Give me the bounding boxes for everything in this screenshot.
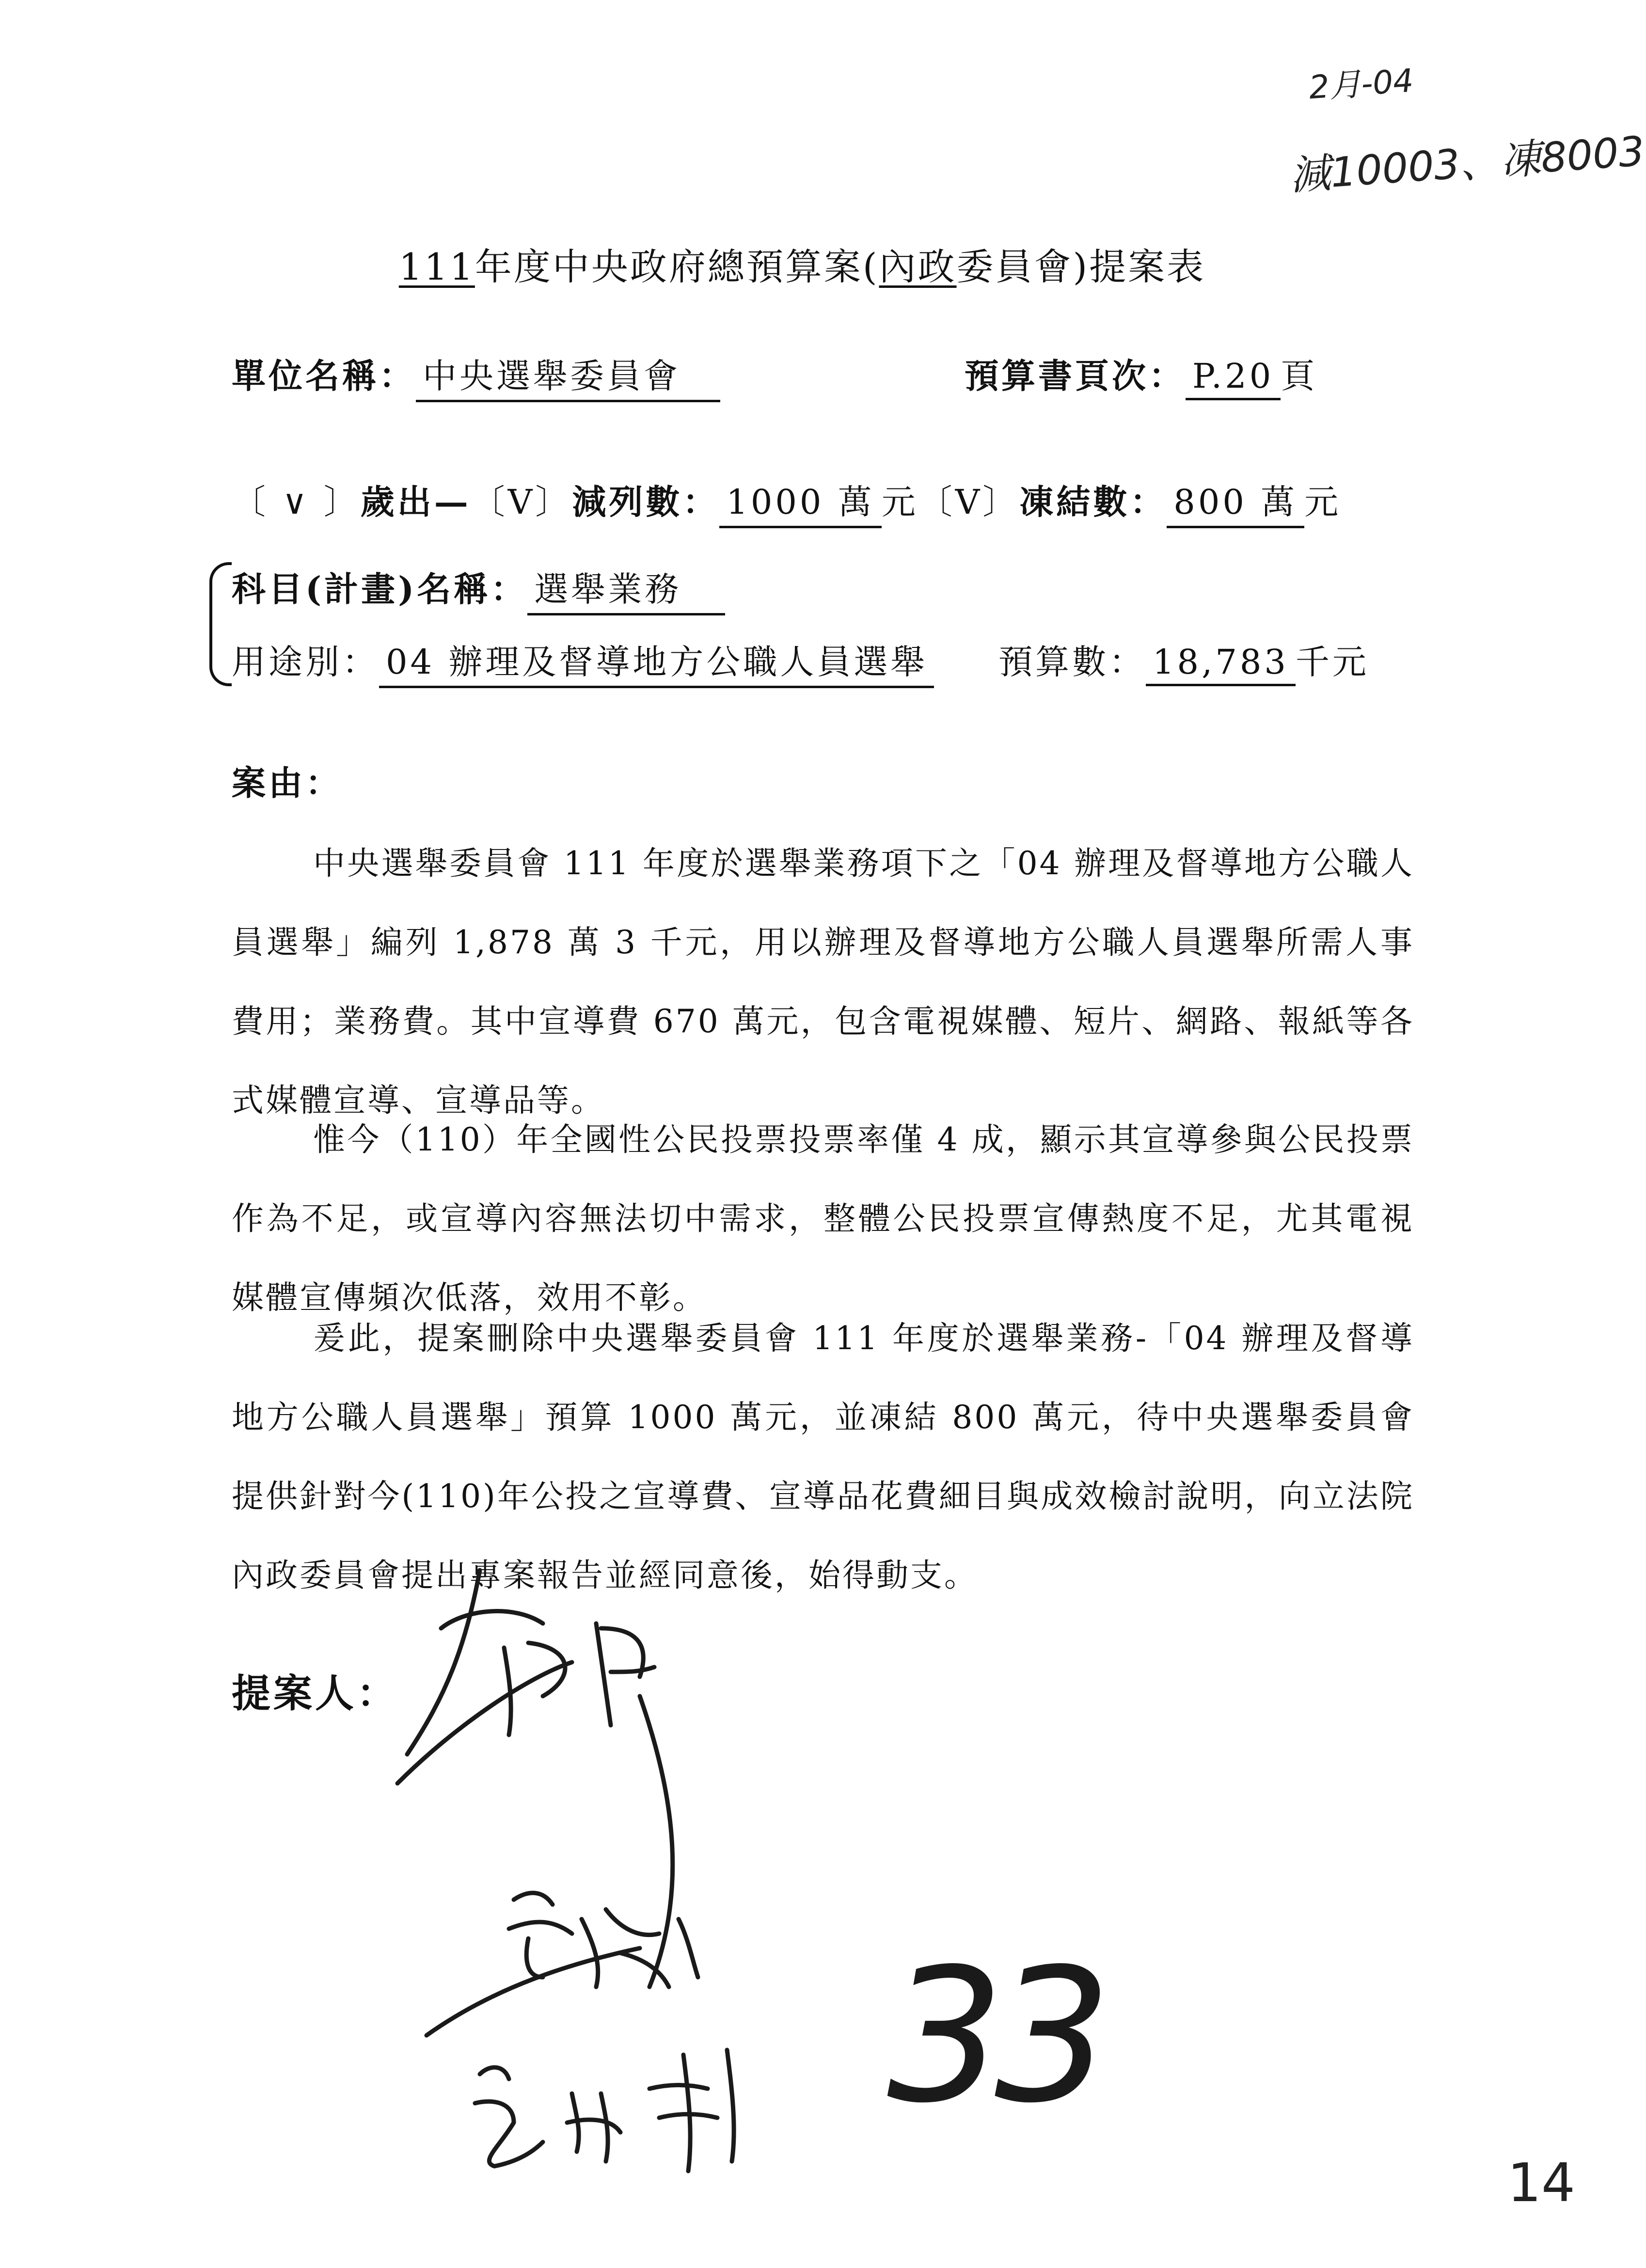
- unit-row: [232, 349, 720, 402]
- freeze-value: 800 萬: [1167, 475, 1304, 528]
- usage-label: 用途別：: [232, 642, 379, 682]
- subject-row: [232, 562, 725, 615]
- budget-amount-label: 預算數：: [998, 642, 1146, 682]
- signature-1-tail: [640, 1696, 673, 1987]
- handwritten-number-text: 33: [887, 1929, 1102, 2143]
- budget-amount-suffix: 千元: [1295, 642, 1369, 682]
- reduce-value: 1000 萬: [719, 475, 881, 528]
- title-part1: 年度中央政府總預算案(: [475, 245, 879, 288]
- freeze-suffix: 元: [1304, 482, 1342, 522]
- title-committee: 內政: [879, 245, 957, 288]
- budget-amount-value: 18,783: [1146, 642, 1296, 686]
- reason-paragraph-1: 中央選舉委員會 111 年度於選舉業務項下之「04 辦理及督導地方公職人員選舉」編列 1,878 萬 3 千元，用以辦理及督導地方公職人員選舉所需人事費用；業務費。其中宣導費 670 萬元，包含電視媒體、短片、網路、報紙等各式媒體宣導、宣導品等。: [232, 845, 1414, 1119]
- unit-value: 中央選舉委員會: [416, 349, 720, 402]
- handwritten-note-amounts: 減10003、凍8003: [1288, 127, 1646, 200]
- page-number: 14: [1507, 2152, 1575, 2214]
- budget-amount-row: [998, 635, 1369, 686]
- reason-heading: 案由：: [232, 763, 342, 803]
- signature-3-stroke-a: [475, 2067, 543, 2166]
- proposer-label: 提案人：: [232, 1670, 398, 1716]
- reduce-label: 減列數：: [572, 482, 720, 522]
- reason-paragraph-3: 爰此，提案刪除中央選舉委員會 111 年度於選舉業務-「04 辦理及督導地方公職人員選舉」預算 1000 萬元，並凍結 800 萬元，待中央選舉委員會提供針對今(110)年公投之宣導費、宣導品花費細目與成效檢討說明，向立法院內政委員會提出專案報告並經同意後，始得動支。: [232, 1320, 1414, 1594]
- checkbox-reduce: 〔V〕: [471, 482, 572, 522]
- freeze-label: 凍結數：: [1019, 482, 1167, 522]
- document-title: [0, 237, 1604, 290]
- signature-2-stroke-a: [509, 1893, 572, 1977]
- usage-value: 04 辦理及督導地方公職人員選舉: [379, 635, 934, 688]
- title-part2: 委員會)提案表: [956, 245, 1206, 288]
- handwritten-note-date: 2月-04: [1307, 62, 1415, 107]
- reduce-suffix: 元: [881, 482, 918, 522]
- checkbox-freeze: 〔V〕: [918, 482, 1020, 522]
- signature-1-stroke-a: [407, 1570, 480, 1754]
- subject-value: 選舉業務: [527, 562, 725, 615]
- signature-1-stroke-b: [441, 1611, 543, 1628]
- usage-row: [232, 635, 934, 688]
- subject-bracket: [209, 562, 232, 686]
- title-year: 111: [398, 245, 475, 288]
- signature-3-stroke-b: [567, 2094, 620, 2161]
- signature-3-stroke-c: [649, 2050, 734, 2171]
- budget-page-value: P.20: [1186, 356, 1281, 400]
- subject-label: 科目(計畫)名稱：: [232, 569, 528, 609]
- proposer-signatures: [368, 1551, 805, 2190]
- budget-page-row: [965, 349, 1317, 400]
- handwritten-number: [887, 1929, 1102, 2143]
- budget-page-label: 預算書頁次：: [965, 356, 1186, 396]
- signature-2-slash: [427, 1948, 640, 2035]
- budget-page-suffix: 頁: [1281, 356, 1318, 396]
- expenditure-label: 歲出—: [360, 482, 471, 522]
- reason-paragraph-2: 惟今（110）年全國性公民投票投票率僅 4 成，顯示其宣導參與公民投票作為不足，或宣導內容無法切中需求，整體公民投票宣傳熱度不足，尤其電視媒體宣傳頻次低落，效用不彰。: [232, 1121, 1414, 1316]
- amount-row: [232, 475, 1341, 528]
- checkbox-expenditure: 〔 ∨ 〕: [232, 482, 361, 522]
- unit-label: 單位名稱：: [232, 356, 416, 396]
- signature-1-stroke-c: [397, 1662, 572, 1783]
